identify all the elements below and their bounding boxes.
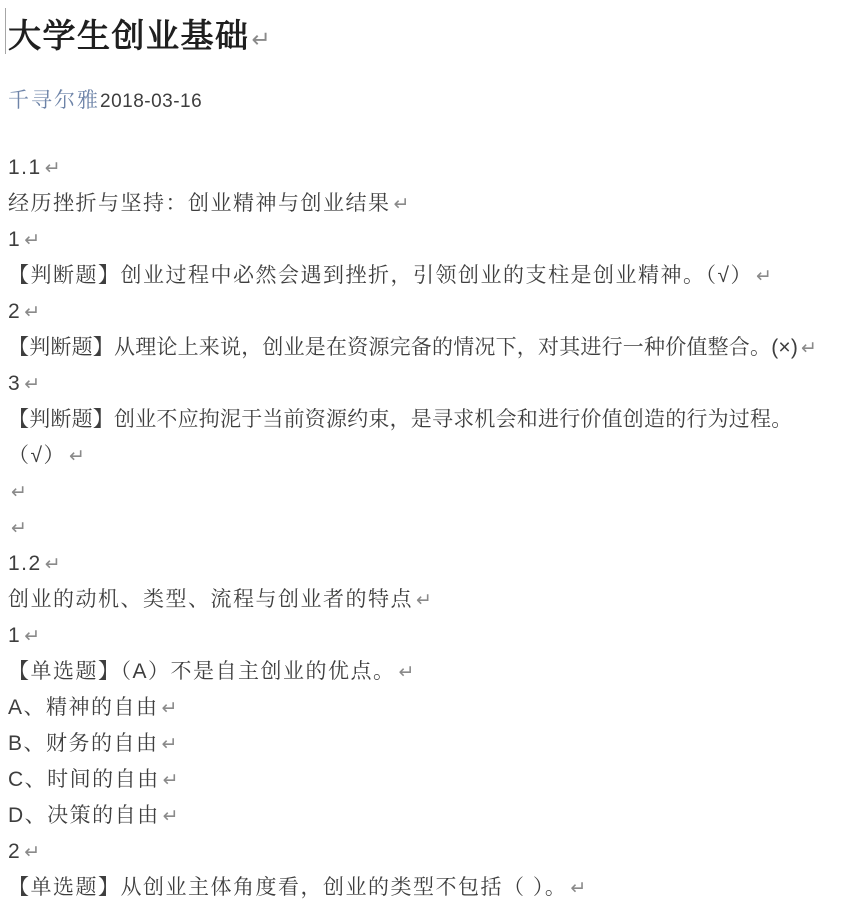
text-line-content: 2 (8, 840, 22, 863)
text-line-content: B、财务的自由 (8, 732, 159, 755)
text-line (0, 834, 841, 870)
author-link[interactable]: 千寻尔雅 (8, 88, 100, 112)
publish-date: 2018-03-16 (100, 91, 203, 112)
text-line (0, 762, 841, 798)
text-line-content: 【判断题】创业过程中必然会遇到挫折，引领创业的支柱是创业精神。（√） (8, 264, 754, 287)
text-line (0, 654, 841, 690)
paragraph-mark-icon: ↵ (24, 374, 41, 395)
text-line-content: 经历挫折与坚持：创业精神与创业结果 (8, 192, 391, 215)
paragraph-mark-icon: ↵ (161, 734, 178, 755)
text-line-content: 1.1 (8, 156, 42, 179)
text-line (0, 366, 841, 402)
text-line (0, 186, 841, 222)
paragraph-mark-icon: ↵ (570, 878, 587, 899)
paragraph-mark-icon: ↵ (801, 338, 817, 359)
text-line-content: （√） (8, 444, 67, 467)
text-line-content: C、时间的自由 (8, 768, 160, 791)
text-line-content: A、精神的自由 (8, 696, 159, 719)
paragraph-mark-icon: ↵ (756, 266, 772, 287)
text-line-content: 创业的动机、类型、流程与创业者的特点 (8, 588, 413, 611)
text-cursor (5, 8, 6, 54)
text-line (0, 258, 841, 294)
paragraph-mark-icon: ↵ (24, 626, 41, 647)
text-line (0, 438, 841, 474)
paragraph-mark-icon: ↵ (161, 698, 178, 719)
paragraph-mark-icon: ↵ (162, 806, 179, 827)
text-line-content: 1.2 (8, 552, 42, 575)
paragraph-mark-icon: ↵ (393, 194, 410, 215)
paragraph-mark-icon: ↵ (24, 302, 41, 323)
text-line (0, 726, 841, 762)
paragraph-mark-icon: ↵ (11, 482, 27, 503)
text-line-content: 【单选题】从创业主体角度看，创业的类型不包括（ ）。 (8, 876, 568, 899)
paragraph-mark-icon: ↵ (11, 518, 27, 539)
text-line (0, 798, 841, 834)
text-line (0, 582, 841, 618)
text-line (0, 474, 841, 510)
paragraph-mark-icon: ↵ (44, 158, 61, 179)
text-line (0, 294, 841, 330)
paragraph-mark-icon: ↵ (398, 662, 415, 683)
text-line (0, 330, 841, 366)
paragraph-mark-icon: ↵ (69, 446, 85, 467)
paragraph-mark-icon: ↵ (24, 842, 41, 863)
document-body (0, 150, 841, 906)
text-line (0, 510, 841, 546)
text-line (0, 150, 841, 186)
byline (8, 84, 202, 114)
text-line-content: 【判断题】从理论上来说，创业是在资源完备的情况下，对其进行一种价值整合。(×) (8, 336, 799, 359)
paragraph-mark-icon: ↵ (251, 26, 271, 52)
page-title: 大学生创业基础 (8, 19, 250, 55)
paragraph-mark-icon: ↵ (24, 230, 41, 251)
text-line (0, 618, 841, 654)
text-line-content: 1 (8, 624, 22, 647)
text-line-content: 3 (8, 372, 22, 395)
text-line (0, 402, 841, 438)
text-line-content: D、决策的自由 (8, 804, 160, 827)
paragraph-mark-icon: ↵ (162, 770, 179, 791)
text-line (0, 222, 841, 258)
text-line-content: 2 (8, 300, 22, 323)
document-title-row (8, 10, 271, 57)
text-line-content: 【判断题】创业不应拘泥于当前资源约束，是寻求机会和进行价值创造的行为过程。 (8, 408, 793, 431)
paragraph-mark-icon: ↵ (416, 590, 432, 611)
paragraph-mark-icon: ↵ (44, 554, 61, 575)
text-line (0, 546, 841, 582)
text-line-content: 1 (8, 228, 22, 251)
text-line-content: 【单选题】（A）不是自主创业的优点。 (8, 660, 396, 683)
text-line (0, 870, 841, 906)
text-line (0, 690, 841, 726)
